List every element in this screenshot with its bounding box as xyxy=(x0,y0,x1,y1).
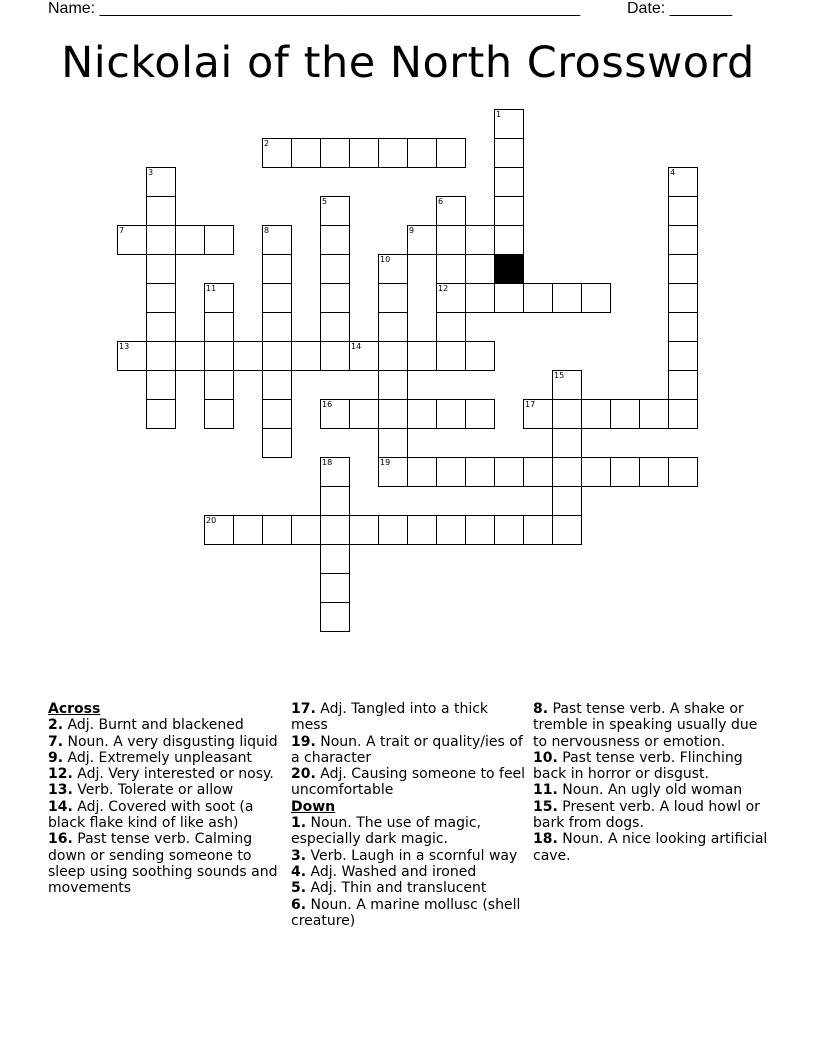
clue-number-label: 17. xyxy=(291,701,316,717)
grid-cell[interactable] xyxy=(204,399,234,429)
clue-number-label: 3. xyxy=(291,847,307,864)
clue-number-label: 18. xyxy=(533,831,558,848)
clue-item xyxy=(533,750,769,783)
grid-cell[interactable] xyxy=(320,283,350,313)
grid-cell[interactable] xyxy=(349,515,379,545)
clue-item xyxy=(291,815,527,848)
grid-cell[interactable] xyxy=(291,515,321,545)
clue-number: 8 xyxy=(264,226,270,235)
clue-item xyxy=(291,701,527,734)
grid-cell[interactable] xyxy=(552,428,582,458)
grid-cell[interactable] xyxy=(378,283,408,313)
grid-cell[interactable] xyxy=(436,138,466,168)
clue-number: 12 xyxy=(438,284,449,293)
grid-cell[interactable] xyxy=(668,254,698,284)
clue-text: Noun. An ugly old woman xyxy=(557,782,743,799)
grid-cell[interactable] xyxy=(465,457,495,487)
clue-number-label: 13. xyxy=(48,782,73,799)
clue-item xyxy=(291,848,527,864)
grid-cell[interactable] xyxy=(552,370,582,400)
grid-cell[interactable] xyxy=(610,457,640,487)
grid-cell[interactable] xyxy=(204,283,234,313)
grid-cell[interactable] xyxy=(146,254,176,284)
clue-text: Verb. Tolerate or allow xyxy=(72,782,234,799)
clue-number-label: 10. xyxy=(533,749,558,766)
grid-cell[interactable] xyxy=(117,341,147,371)
clue-number-label: 2. xyxy=(48,717,64,734)
clue-number-label: 19. xyxy=(291,733,316,750)
grid-cell[interactable] xyxy=(146,341,176,371)
across-heading: Across xyxy=(48,701,101,717)
grid-cell[interactable] xyxy=(407,341,437,371)
clue-number: 9 xyxy=(409,226,415,235)
grid-cell[interactable] xyxy=(291,138,321,168)
grid-cell[interactable] xyxy=(407,399,437,429)
clue-text: Past tense verb. Flinching back in horror or disgust. xyxy=(533,749,743,783)
clue-text: Past tense verb. A shake or tremble in speaking usually due to nervousness or emotion. xyxy=(533,701,758,750)
grid-cell[interactable] xyxy=(262,138,292,168)
grid-cell[interactable] xyxy=(407,515,437,545)
clue-item xyxy=(291,880,527,896)
grid-cell[interactable] xyxy=(552,515,582,545)
grid-cell[interactable] xyxy=(262,254,292,284)
grid-cell[interactable] xyxy=(378,399,408,429)
grid-cell[interactable] xyxy=(436,312,466,342)
grid-cell[interactable] xyxy=(668,196,698,226)
date-field-label: Date: _______ xyxy=(627,0,732,17)
grid-cell[interactable] xyxy=(465,225,495,255)
grid-cell[interactable] xyxy=(233,515,263,545)
grid-cell[interactable] xyxy=(320,312,350,342)
clue-number: 15 xyxy=(554,371,565,380)
clue-number: 2 xyxy=(264,139,270,148)
grid-cell[interactable] xyxy=(204,515,234,545)
clue-item xyxy=(48,766,284,782)
grid-cell[interactable] xyxy=(523,283,553,313)
clue-item xyxy=(291,734,527,767)
clue-text: Noun. A trait or quality/ies of a character xyxy=(291,733,523,766)
clue-text: Adj. Washed and ironed xyxy=(306,863,477,880)
clue-number-label: 16. xyxy=(48,831,73,848)
clue-number: 4 xyxy=(670,168,676,177)
clues-column-1 xyxy=(48,701,284,897)
clue-text: Adj. Causing someone to feel uncomfortable xyxy=(291,766,526,799)
clue-number: 14 xyxy=(351,342,362,351)
grid-cell[interactable] xyxy=(320,544,350,574)
clue-item xyxy=(291,864,527,880)
grid-cell[interactable] xyxy=(436,457,466,487)
clue-text: Noun. A nice looking artificial cave. xyxy=(533,831,768,864)
grid-cell[interactable] xyxy=(523,399,553,429)
across-clue-list xyxy=(48,717,284,896)
clue-text: Verb. Laugh in a scornful way xyxy=(306,847,518,864)
grid-cell[interactable] xyxy=(668,370,698,400)
grid-cell[interactable] xyxy=(175,225,205,255)
grid-cell[interactable] xyxy=(668,341,698,371)
clue-number-label: 12. xyxy=(48,766,73,783)
grid-cell[interactable] xyxy=(262,283,292,313)
clue-number: 16 xyxy=(322,400,333,409)
clue-item xyxy=(48,831,284,896)
grid-cell[interactable] xyxy=(320,196,350,226)
clue-number: 5 xyxy=(322,197,328,206)
clue-item xyxy=(533,701,769,750)
clue-text: Adj. Burnt and blackened xyxy=(63,717,244,734)
grid-cell[interactable] xyxy=(204,225,234,255)
grid-cell[interactable] xyxy=(320,138,350,168)
grid-cell[interactable] xyxy=(465,341,495,371)
grid-cell[interactable] xyxy=(146,370,176,400)
clue-number: 10 xyxy=(380,255,391,264)
clue-number: 1 xyxy=(496,110,502,119)
grid-cell[interactable] xyxy=(494,515,524,545)
grid-cell[interactable] xyxy=(378,138,408,168)
clue-text: Noun. A marine mollusc (shell creature) xyxy=(291,896,521,929)
clue-text: Past tense verb. Calming down or sending someone to sleep using soothing sounds and movements xyxy=(48,831,278,897)
grid-cell[interactable] xyxy=(320,573,350,603)
grid-cell[interactable] xyxy=(494,138,524,168)
grid-cell[interactable] xyxy=(407,138,437,168)
grid-cell[interactable] xyxy=(668,312,698,342)
grid-cell[interactable] xyxy=(378,428,408,458)
grid-cell[interactable] xyxy=(146,167,176,197)
across-clue-list-continued xyxy=(291,701,527,799)
clue-text: Present verb. A loud howl or bark from dogs. xyxy=(533,798,760,832)
grid-cell[interactable] xyxy=(668,167,698,197)
clue-number-label: 15. xyxy=(533,798,558,815)
clue-number-label: 6. xyxy=(291,896,307,913)
grid-cell[interactable] xyxy=(610,399,640,429)
grid-cell[interactable] xyxy=(581,283,611,313)
down-clue-list-continued xyxy=(533,701,769,864)
grid-cell[interactable] xyxy=(320,515,350,545)
clue-text: Adj. Thin and translucent xyxy=(306,880,487,897)
grid-cell[interactable] xyxy=(320,486,350,516)
grid-cell[interactable] xyxy=(494,167,524,197)
grid-cell[interactable] xyxy=(436,283,466,313)
grid-cell[interactable] xyxy=(262,341,292,371)
grid-cell[interactable] xyxy=(465,515,495,545)
clue-number-label: 11. xyxy=(533,782,558,799)
grid-cell[interactable] xyxy=(494,109,524,139)
clue-number: 19 xyxy=(380,458,391,467)
grid-cell[interactable] xyxy=(204,312,234,342)
grid-cell[interactable] xyxy=(146,283,176,313)
page-title: Nickolai of the North Crossword xyxy=(61,38,755,88)
grid-cell[interactable] xyxy=(494,283,524,313)
name-field-label: Name: ______________________________________________________ xyxy=(48,0,581,17)
grid-cell[interactable] xyxy=(378,515,408,545)
grid-cell[interactable] xyxy=(146,225,176,255)
grid-cell[interactable] xyxy=(378,370,408,400)
grid-cell[interactable] xyxy=(465,283,495,313)
grid-cell[interactable] xyxy=(204,370,234,400)
grid-cell[interactable] xyxy=(262,370,292,400)
clue-number-label: 20. xyxy=(291,766,316,783)
grid-cell[interactable] xyxy=(349,341,379,371)
clue-number-label: 5. xyxy=(291,880,307,897)
grid-cell[interactable] xyxy=(581,457,611,487)
grid-cell[interactable] xyxy=(349,138,379,168)
grid-cell[interactable] xyxy=(436,515,466,545)
grid-cell[interactable] xyxy=(320,602,350,632)
grid-cell[interactable] xyxy=(146,312,176,342)
clue-item xyxy=(48,717,284,733)
grid-cell[interactable] xyxy=(552,457,582,487)
clue-text: Noun. The use of magic, especially dark magic. xyxy=(291,815,482,848)
clue-text: Noun. A very disgusting liquid xyxy=(63,733,278,750)
grid-cell[interactable] xyxy=(668,457,698,487)
clue-item xyxy=(291,766,527,799)
black-cell xyxy=(494,254,524,284)
grid-cell[interactable] xyxy=(320,341,350,371)
grid-cell[interactable] xyxy=(117,225,147,255)
grid-cell[interactable] xyxy=(465,399,495,429)
clue-item xyxy=(48,750,284,766)
grid-cell[interactable] xyxy=(494,196,524,226)
clue-item xyxy=(533,782,769,798)
clue-number-label: 4. xyxy=(291,863,307,880)
clue-item xyxy=(533,831,769,864)
grid-cell[interactable] xyxy=(146,196,176,226)
grid-cell[interactable] xyxy=(233,341,263,371)
clues-column-2 xyxy=(291,701,527,929)
grid-cell[interactable] xyxy=(320,399,350,429)
grid-cell[interactable] xyxy=(262,515,292,545)
clue-text: Adj. Very interested or nosy. xyxy=(72,766,274,783)
clue-number-label: 8. xyxy=(533,701,549,717)
clue-item xyxy=(291,897,527,930)
grid-cell[interactable] xyxy=(262,312,292,342)
grid-cell[interactable] xyxy=(378,457,408,487)
clue-text: Adj. Tangled into a thick mess xyxy=(291,701,489,734)
clue-text: Adj. Covered with soot (a black flake kind of like ash) xyxy=(48,798,254,832)
clues-column-3 xyxy=(533,701,769,864)
grid-cell[interactable] xyxy=(320,254,350,284)
grid-cell[interactable] xyxy=(494,225,524,255)
grid-cell[interactable] xyxy=(320,225,350,255)
grid-cell[interactable] xyxy=(378,341,408,371)
clue-number: 6 xyxy=(438,197,444,206)
grid-cell[interactable] xyxy=(262,428,292,458)
clue-number-label: 14. xyxy=(48,798,73,815)
grid-cell[interactable] xyxy=(668,399,698,429)
clue-number: 18 xyxy=(322,458,333,467)
clue-number-label: 1. xyxy=(291,815,307,832)
grid-cell[interactable] xyxy=(639,457,669,487)
clue-number: 13 xyxy=(119,342,130,351)
grid-cell[interactable] xyxy=(552,486,582,516)
clue-number: 7 xyxy=(119,226,125,235)
grid-cell[interactable] xyxy=(262,225,292,255)
clue-number: 17 xyxy=(525,400,536,409)
grid-cell[interactable] xyxy=(291,341,321,371)
clue-number-label: 7. xyxy=(48,733,64,750)
clue-number: 3 xyxy=(148,168,154,177)
grid-cell[interactable] xyxy=(349,399,379,429)
grid-cell[interactable] xyxy=(668,225,698,255)
down-heading: Down xyxy=(291,798,336,815)
grid-cell[interactable] xyxy=(378,254,408,284)
clue-item xyxy=(48,734,284,750)
grid-cell[interactable] xyxy=(523,457,553,487)
clue-text: Adj. Extremely unpleasant xyxy=(63,749,253,766)
grid-cell[interactable] xyxy=(320,457,350,487)
grid-cell[interactable] xyxy=(407,457,437,487)
grid-cell[interactable] xyxy=(494,457,524,487)
grid-cell[interactable] xyxy=(436,254,466,284)
grid-cell[interactable] xyxy=(175,341,205,371)
grid-cell[interactable] xyxy=(378,312,408,342)
clue-item xyxy=(48,782,284,798)
down-clue-list xyxy=(291,815,527,929)
grid-cell[interactable] xyxy=(523,515,553,545)
grid-cell[interactable] xyxy=(146,399,176,429)
grid-cell[interactable] xyxy=(668,283,698,313)
grid-cell[interactable] xyxy=(581,399,611,429)
clue-number-label: 9. xyxy=(48,749,64,766)
grid-cell[interactable] xyxy=(552,399,582,429)
grid-cell[interactable] xyxy=(639,399,669,429)
clue-number: 20 xyxy=(206,516,217,525)
clue-item xyxy=(48,799,284,832)
grid-cell[interactable] xyxy=(436,341,466,371)
clue-item xyxy=(533,799,769,832)
grid-cell[interactable] xyxy=(552,283,582,313)
grid-cell[interactable] xyxy=(204,341,234,371)
grid-cell[interactable] xyxy=(436,225,466,255)
grid-cell[interactable] xyxy=(262,399,292,429)
grid-cell[interactable] xyxy=(436,399,466,429)
grid-cell[interactable] xyxy=(436,196,466,226)
clue-number: 11 xyxy=(206,284,217,293)
grid-cell[interactable] xyxy=(407,225,437,255)
